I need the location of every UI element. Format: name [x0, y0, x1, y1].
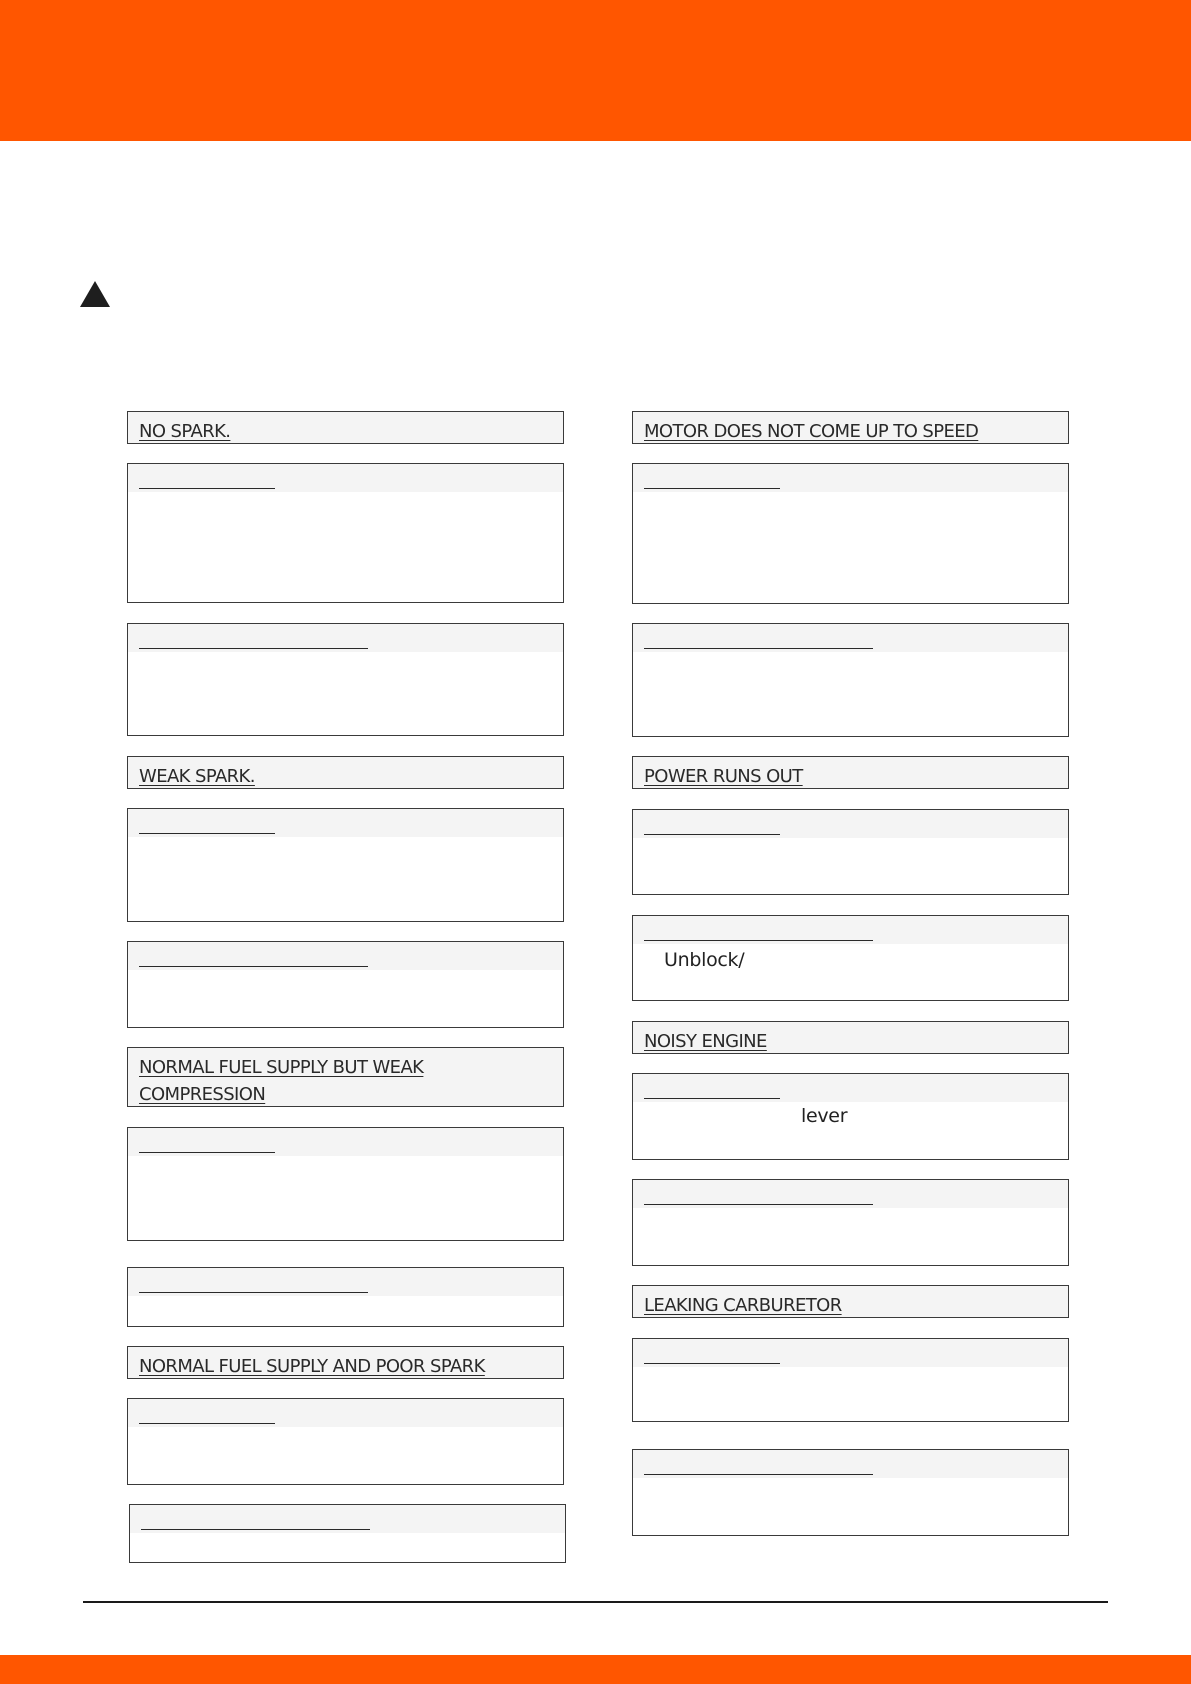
section-header-label: NORMAL FUEL SUPPLY BUT WEAK COMPRESSION: [139, 1057, 424, 1105]
section-header-noisy-engine: [632, 1021, 1069, 1054]
section-header-label: LEAKING CARBURETOR: [644, 1295, 842, 1316]
section-header-label: NOISY ENGINE: [644, 1031, 767, 1052]
section-header-no-spark: [127, 411, 564, 444]
solution-heading-strip: [128, 624, 563, 652]
section-header-leaking-carburetor: [632, 1285, 1069, 1318]
cause-heading-strip: [128, 1128, 563, 1156]
cause-heading-strip: [128, 464, 563, 492]
solution-box-noisy-engine: [632, 1179, 1069, 1266]
cause-heading-strip: [633, 1339, 1068, 1367]
cause-box-leaking-carburetor: [632, 1338, 1069, 1422]
solution-heading-strip: [128, 942, 563, 970]
cause-box-poor-spark: [127, 1398, 564, 1485]
solution-box-no-spark: [127, 623, 564, 736]
solution-box-weak-compression: [127, 1267, 564, 1327]
cause-heading-strip: [633, 1074, 1068, 1102]
cause-heading-strip: [633, 810, 1068, 838]
section-header-label: NO SPARK.: [139, 421, 231, 442]
solution-heading-strip: [633, 916, 1068, 944]
cause-heading-strip: [633, 464, 1068, 492]
section-header-normal-fuel-weak-compression: [127, 1047, 564, 1107]
solution-box-motor-speed: [632, 623, 1069, 737]
section-header-motor-speed: [632, 411, 1069, 444]
cause-text-fragment: lever: [801, 1105, 848, 1127]
cause-box-weak-spark: [127, 808, 564, 922]
section-header-normal-fuel-poor-spark: [127, 1346, 564, 1379]
solution-box-power-runs-out: [632, 915, 1069, 1001]
cause-box-noisy-engine: [632, 1073, 1069, 1160]
solution-heading-strip: [633, 624, 1068, 652]
section-header-label: WEAK SPARK.: [139, 766, 255, 787]
solution-box-weak-spark: [127, 941, 564, 1028]
cause-box-power-runs-out: [632, 809, 1069, 895]
solution-box-poor-spark: [129, 1504, 566, 1563]
solution-text-fragment: Unblock/: [664, 949, 745, 971]
bottom-brand-band: [0, 1655, 1191, 1684]
cause-box-no-spark: [127, 463, 564, 603]
cause-heading-strip: [128, 1399, 563, 1427]
section-header-power-runs-out: [632, 756, 1069, 789]
footer-divider: [83, 1601, 1108, 1603]
cause-heading-strip: [128, 809, 563, 837]
solution-heading-strip: [130, 1505, 565, 1533]
cause-box-motor-speed: [632, 463, 1069, 604]
solution-heading-strip: [633, 1180, 1068, 1208]
solution-heading-strip: [128, 1268, 563, 1296]
section-header-label: POWER RUNS OUT: [644, 766, 803, 787]
section-header-weak-spark: [127, 756, 564, 789]
warning-triangle-icon: [80, 281, 110, 307]
solution-heading-strip: [633, 1450, 1068, 1478]
section-header-label: MOTOR DOES NOT COME UP TO SPEED: [644, 421, 979, 442]
section-header-label: NORMAL FUEL SUPPLY AND POOR SPARK: [139, 1356, 485, 1377]
cause-box-weak-compression: [127, 1127, 564, 1241]
top-brand-band: [0, 0, 1191, 141]
solution-box-leaking-carburetor: [632, 1449, 1069, 1536]
